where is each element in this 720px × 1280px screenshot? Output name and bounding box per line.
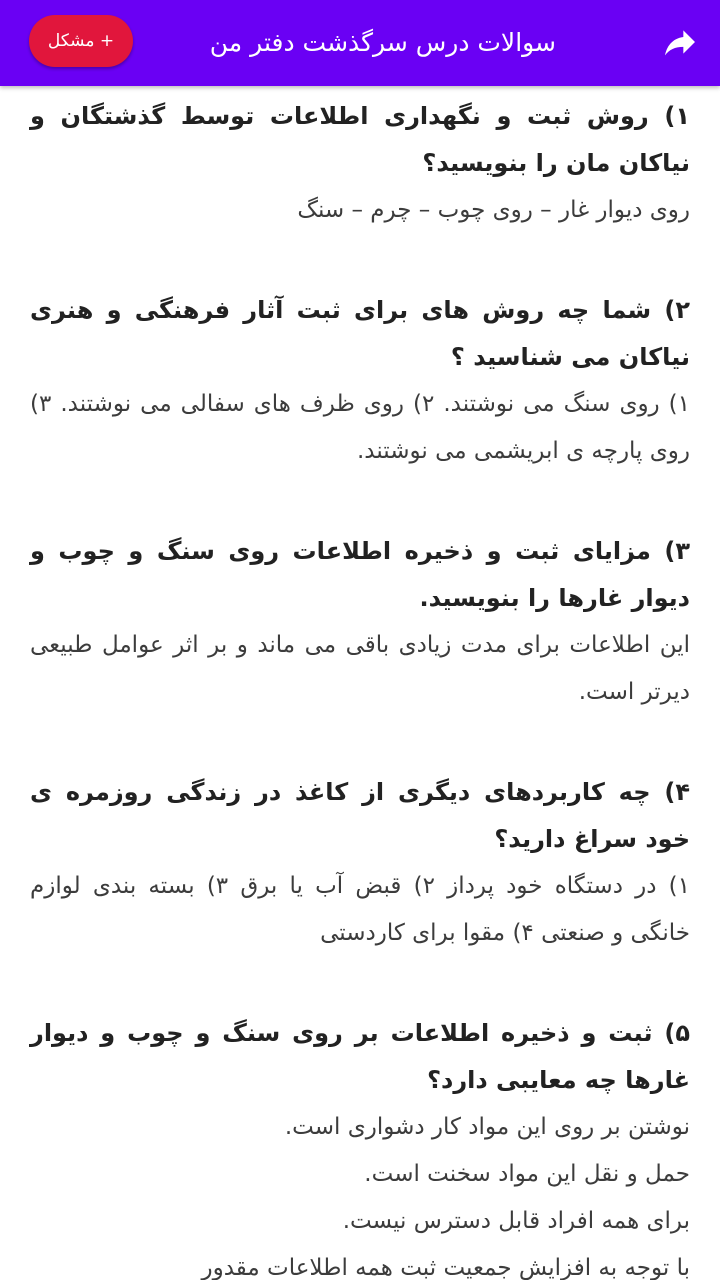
answer-text: نوشتن بر روی این مواد کار دشواری است. [284, 1114, 690, 1140]
page-title: سوالات درس سرگذشت دفتر من [209, 28, 556, 57]
question-block-3 [30, 521, 690, 716]
answer-text: با توجه به افزایش جمعیت ثبت همه اطلاعات مقدور [201, 1255, 690, 1280]
report-problem-button[interactable]: + مشکل [29, 15, 133, 67]
question-block-5 [30, 1003, 690, 1280]
answer-text: روی دیوار غار – روی چوب – چرم – سنگ [297, 197, 690, 223]
lesson-questions [0, 86, 720, 1280]
question-block-2 [30, 280, 690, 475]
app-bar [0, 0, 720, 86]
question-block-1 [30, 86, 690, 234]
answer-text: ۱) در دستگاه خود پرداز ۲) قبض آب یا برق ۳) بسته بندی لوازم خانگی و صنعتی ۴) مقوا برای کاردستی [30, 873, 691, 946]
answer-text: حمل و نقل این مواد سخنت است. [364, 1161, 690, 1187]
question-text: ۳) مزایای ثبت و ذخیره اطلاعات روی سنگ و چوب و دیوار غارها را بنویسید. [30, 537, 690, 612]
share-icon[interactable] [660, 22, 700, 62]
question-text: ۵) ثبت و ذخیره اطلاعات بر روی سنگ و چوب و دیوار غارها چه معایبی دارد؟ [30, 1019, 690, 1094]
answer-text: برای همه افراد قابل دسترس نیست. [342, 1208, 690, 1234]
question-block-4 [30, 762, 690, 957]
question-text: ۲) شما چه روش های برای ثبت آثار فرهنگی و هنری نیاکان می شناسید ؟ [30, 296, 690, 371]
question-text: ۱) روش ثبت و نگهداری اطلاعات توسط گذشتگان و نیاکان مان را بنویسید؟ [30, 102, 690, 177]
answer-text: ۱) روی سنگ می نوشتند. ۲) روی ظرف های سفالی می نوشتند. ۳) روی پارچه ی ابریشمی می نوشتند. [30, 391, 690, 464]
question-text: ۴) چه کاربردهای دیگری از کاغذ در زندگی روزمره ی خود سراغ دارید؟ [30, 778, 690, 853]
answer-text: این اطلاعات برای مدت زیادی باقی می ماند و بر اثر عوامل طبیعی دیرتر است. [30, 632, 690, 705]
